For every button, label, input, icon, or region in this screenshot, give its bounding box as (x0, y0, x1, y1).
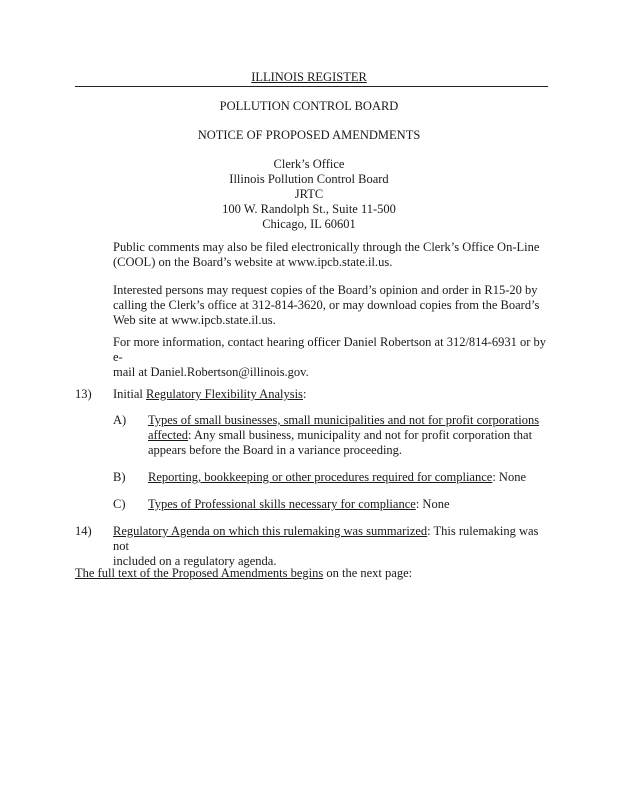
item-13b-label: B) (113, 470, 126, 484)
item-13a-label: A) (113, 413, 127, 427)
agency-heading: POLLUTION CONTROL BOARD (219, 99, 399, 113)
address-line-5: Chicago, IL 60601 (262, 217, 356, 231)
notice-heading: NOTICE OF PROPOSED AMENDMENTS (197, 128, 421, 142)
item-14-number: 14) (75, 524, 92, 538)
register-title: ILLINOIS REGISTER (251, 70, 367, 84)
address-line-2: Illinois Pollution Control Board (229, 172, 389, 186)
item-13c-text: Types of Professional skills necessary for compliance: None (148, 497, 450, 511)
item-14-text: Regulatory Agenda on which this rulemaking was summarized: This rulemaking was not included on a regulatory agenda. (113, 524, 539, 568)
contact-paragraph: For more information, contact hearing officer Daniel Robertson at 312/814-6931 or by e- mail at Daniel.Robertson@illinois.gov. (113, 335, 546, 379)
item-13b-text: Reporting, bookkeeping or other procedures required for compliance: None (148, 470, 527, 484)
address-line-4: 100 W. Randolph St., Suite 11-500 (222, 202, 396, 216)
comments-paragraph: Public comments may also be filed electronically through the Clerk’s Office On-Line (COOL) on the Board’s website at www.ipcb.state.il.us. (113, 240, 540, 269)
closing-line: The full text of the Proposed Amendments begins on the next page: (75, 566, 413, 580)
item-13-heading: Initial Regulatory Flexibility Analysis: (113, 387, 307, 401)
header-rule (75, 86, 548, 87)
item-13a-text: Types of small businesses, small municipalities and not for profit corporations affected: Any small business, municipality and not for profit corporation that appears before the Board in a variance proceeding. (148, 413, 540, 457)
contact-email: mail at Daniel.Robertson@illinois.gov. (113, 365, 309, 379)
copies-paragraph: Interested persons may request copies of the Board’s opinion and order in R15-20 by calling the Clerk’s office at 312-814-3620, or may download copies from the Board’s Web site at www.ipcb.state.il.us. (113, 283, 540, 327)
address-line-1: Clerk’s Office (273, 157, 345, 171)
address-line-3: JRTC (294, 187, 324, 201)
item-13-number: 13) (75, 387, 92, 401)
item-13c-label: C) (113, 497, 126, 511)
